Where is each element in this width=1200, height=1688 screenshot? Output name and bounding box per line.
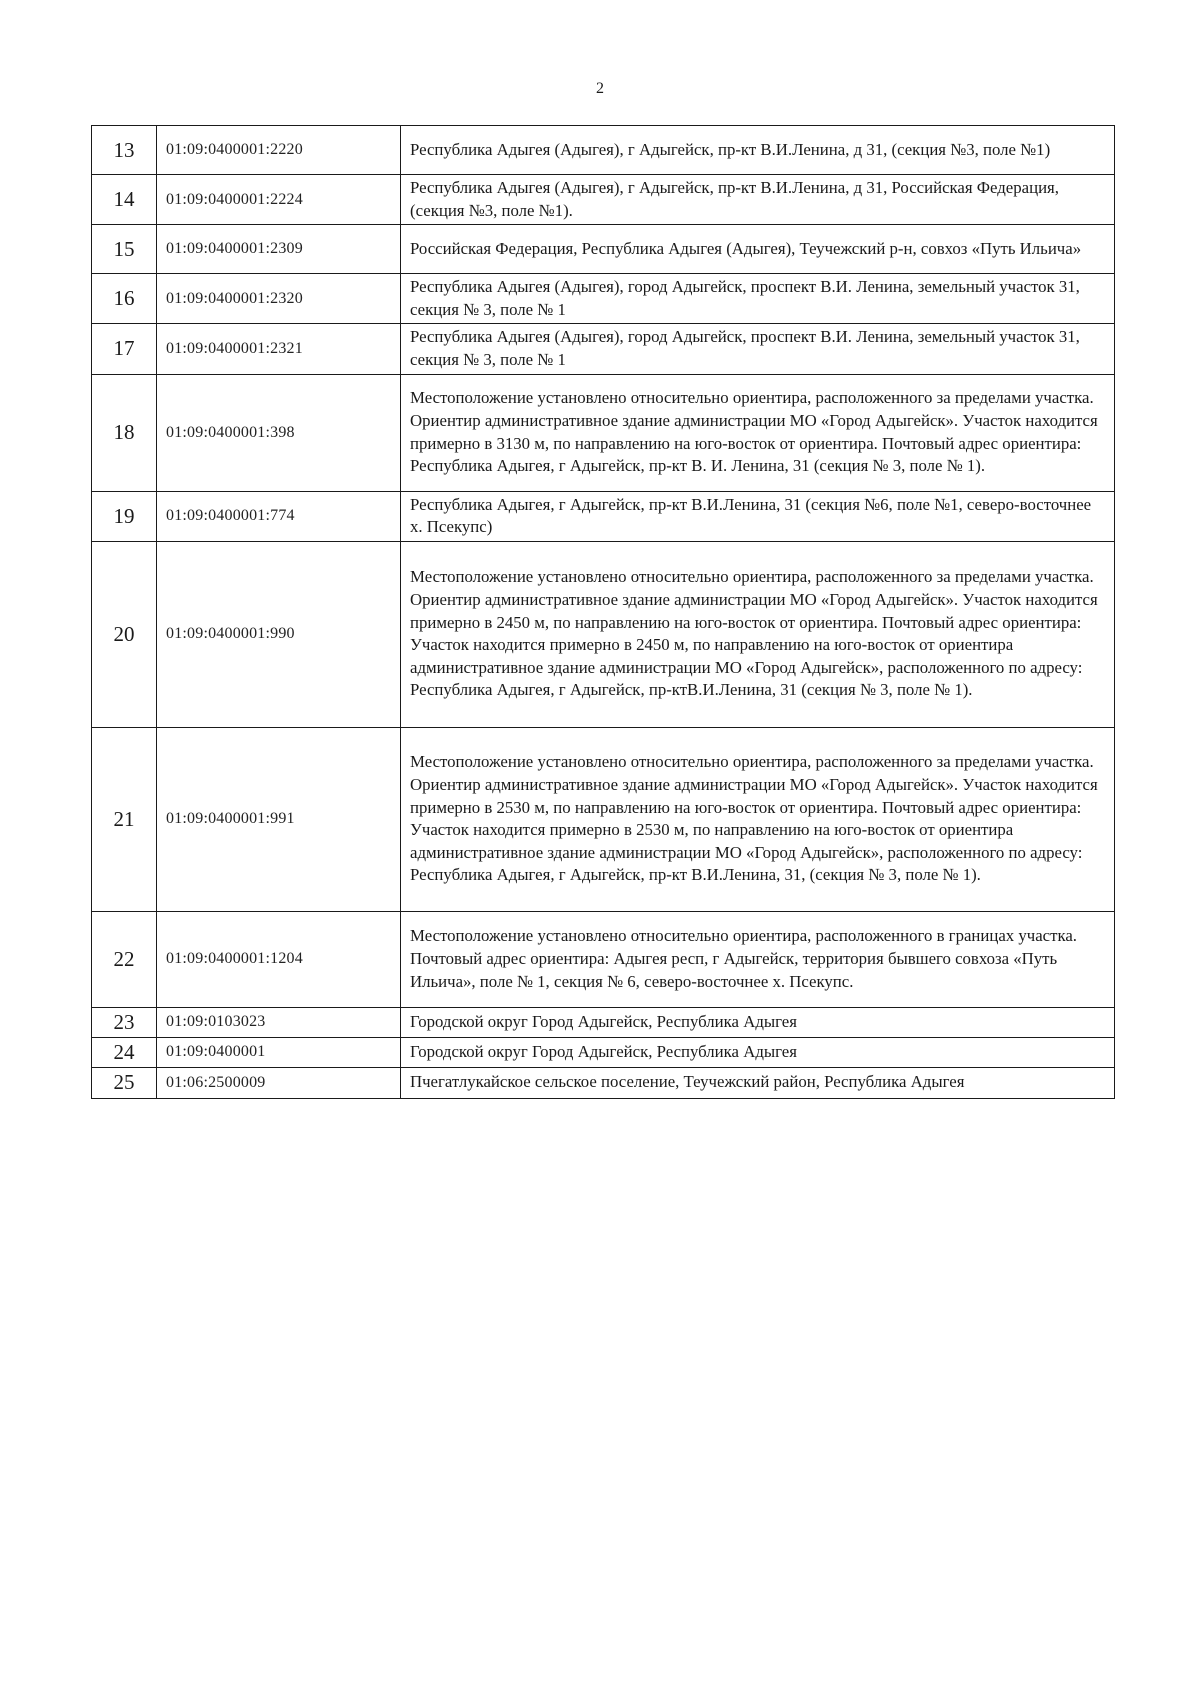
table-row [92, 374, 1115, 491]
cadastral-number-cell: 01:09:0400001:990 [157, 541, 401, 727]
cadastral-number-cell: 01:09:0400001:2321 [157, 324, 401, 374]
row-number-cell: 24 [92, 1037, 157, 1067]
table-row [92, 911, 1115, 1007]
cadastral-number-cell: 01:09:0103023 [157, 1007, 401, 1037]
table-row [92, 1007, 1115, 1037]
row-number-cell: 19 [92, 491, 157, 541]
parcel-table-body [92, 126, 1115, 1099]
cadastral-number-cell: 01:09:0400001:774 [157, 491, 401, 541]
cadastral-number-cell: 01:06:2500009 [157, 1067, 401, 1098]
cadastral-number-cell: 01:09:0400001:2220 [157, 126, 401, 175]
row-number-cell: 22 [92, 911, 157, 1007]
table-row [92, 324, 1115, 374]
row-number-cell: 20 [92, 541, 157, 727]
address-cell: Республика Адыгея (Адыгея), город Адыгейск, проспект В.И. Ленина, земельный участок 31, секция № 3, поле № 1 [401, 274, 1115, 324]
row-number-cell: 25 [92, 1067, 157, 1098]
row-number-cell: 17 [92, 324, 157, 374]
address-cell: Республика Адыгея (Адыгея), г Адыгейск, пр-кт В.И.Ленина, д 31, (секция №3, поле №1) [401, 126, 1115, 175]
table-row [92, 1067, 1115, 1098]
address-cell: Российская Федерация, Республика Адыгея (Адыгея), Теучежский р-н, совхоз «Путь Ильича» [401, 225, 1115, 274]
address-cell: Пчегатлукайское сельское поселение, Теучежский район, Республика Адыгея [401, 1067, 1115, 1098]
cadastral-number-cell: 01:09:0400001:2320 [157, 274, 401, 324]
page-number: 2 [596, 80, 604, 97]
cadastral-number-cell: 01:09:0400001:1204 [157, 911, 401, 1007]
cadastral-number-cell: 01:09:0400001:2224 [157, 175, 401, 225]
address-cell: Республика Адыгея, г Адыгейск, пр-кт В.И.Ленина, 31 (секция №6, поле №1, северо-восточнее х. Псекупс) [401, 491, 1115, 541]
address-cell: Республика Адыгея (Адыгея), город Адыгейск, проспект В.И. Ленина, земельный участок 31, секция № 3, поле № 1 [401, 324, 1115, 374]
address-cell: Городской округ Город Адыгейск, Республика Адыгея [401, 1037, 1115, 1067]
table-row [92, 175, 1115, 225]
row-number-cell: 23 [92, 1007, 157, 1037]
cadastral-number-cell: 01:09:0400001:2309 [157, 225, 401, 274]
table-row [92, 541, 1115, 727]
row-number-cell: 16 [92, 274, 157, 324]
row-number-cell: 18 [92, 374, 157, 491]
table-row [92, 126, 1115, 175]
table-row [92, 491, 1115, 541]
address-cell: Местоположение установлено относительно ориентира, расположенного в границах участка. Почтовый адрес ориентира: Адыгея респ, г Адыгейск, территория бывшего совхоза «Путь Ильича», поле № 1, секция № 6, северо-восточнее х. Псекупс. [401, 911, 1115, 1007]
table-row [92, 225, 1115, 274]
row-number-cell: 21 [92, 727, 157, 911]
table-row [92, 274, 1115, 324]
address-cell: Местоположение установлено относительно ориентира, расположенного за пределами участка. Ориентир административное здание администрации МО «Город Адыгейск». Участок находится примерно в 2530 м, по направлению на юго-восток от ориентира. Почтовый адрес ориентира: Участок находится примерно в 2530 м, по направлению на юго-восток от ориентира административное здание администрации МО «Город Адыгейск», расположенного по адресу: Республика Адыгея, г Адыгейск, пр-кт В.И.Ленина, 31, (секция № 3, поле № 1). [401, 727, 1115, 911]
address-cell: Республика Адыгея (Адыгея), г Адыгейск, пр-кт В.И.Ленина, д 31, Российская Федерация, (секция №3, поле №1). [401, 175, 1115, 225]
parcel-table [91, 125, 1115, 1099]
address-cell: Местоположение установлено относительно ориентира, расположенного за пределами участка. Ориентир административное здание администрации МО «Город Адыгейск». Участок находится примерно в 2450 м, по направлению на юго-восток от ориентира. Почтовый адрес ориентира: Участок находится примерно в 2450 м, по направлению на юго-восток от ориентира административное здание администрации МО «Город Адыгейск», расположенного по адресу: Республика Адыгея, г Адыгейск, пр-ктВ.И.Ленина, 31 (секция № 3, поле № 1). [401, 541, 1115, 727]
table-row [92, 727, 1115, 911]
table-row [92, 1037, 1115, 1067]
address-cell: Городской округ Город Адыгейск, Республика Адыгея [401, 1007, 1115, 1037]
row-number-cell: 15 [92, 225, 157, 274]
cadastral-number-cell: 01:09:0400001:398 [157, 374, 401, 491]
row-number-cell: 13 [92, 126, 157, 175]
row-number-cell: 14 [92, 175, 157, 225]
cadastral-number-cell: 01:09:0400001:991 [157, 727, 401, 911]
cadastral-number-cell: 01:09:0400001 [157, 1037, 401, 1067]
address-cell: Местоположение установлено относительно ориентира, расположенного за пределами участка. Ориентир административное здание администрации МО «Город Адыгейск». Участок находится примерно в 3130 м, по направлению на юго-восток от ориентира. Почтовый адрес ориентира: Республика Адыгея, г Адыгейск, пр-кт В. И. Ленина, 31 (секция № 3, поле № 1). [401, 374, 1115, 491]
